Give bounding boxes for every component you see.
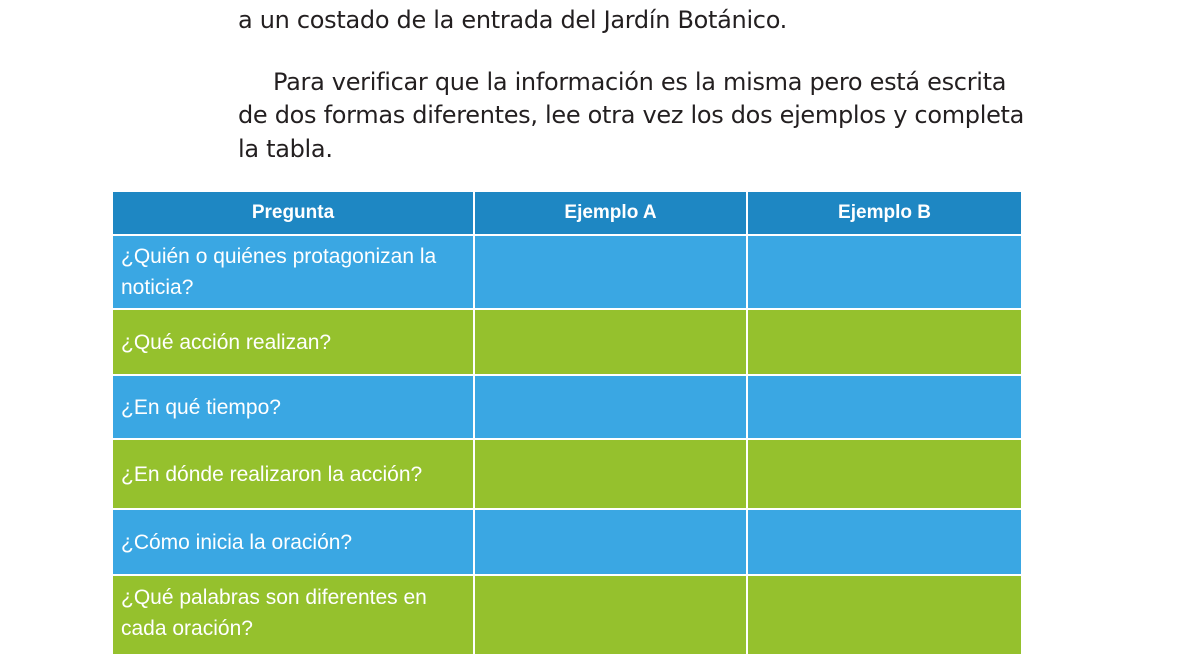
question-text: ¿En qué tiempo? [121,395,281,419]
answer-cell-ejemplo-a[interactable] [474,575,747,655]
paragraph-line: la tabla. [238,135,333,163]
answer-cell-ejemplo-a[interactable] [474,375,747,439]
table-row [113,235,1021,309]
question-text: ¿Qué acción realizan? [121,330,332,354]
question-cell [113,439,474,509]
column-header-ejemplo-b: Ejemplo B [747,192,1021,235]
answer-cell-ejemplo-b[interactable] [747,375,1021,439]
question-text: ¿Qué palabras son diferentes en cada oración? [121,586,427,640]
question-text: ¿En dónde realizaron la acción? [121,462,423,486]
question-cell [113,309,474,375]
question-table [113,192,1021,656]
answer-cell-ejemplo-a[interactable] [474,509,747,575]
paragraph-line: Para verificar que la información es la misma pero está escrita [273,68,1007,96]
table-row [113,375,1021,439]
answer-cell-ejemplo-b[interactable] [747,439,1021,509]
column-header-ejemplo-a: Ejemplo A [474,192,747,235]
question-cell [113,509,474,575]
question-cell [113,575,474,655]
paragraph-line: de dos formas diferentes, lee otra vez los dos ejemplos y completa [238,101,1025,129]
answer-cell-ejemplo-a[interactable] [474,309,747,375]
table-row [113,509,1021,575]
answer-cell-ejemplo-b[interactable] [747,575,1021,655]
answer-cell-ejemplo-b[interactable] [747,309,1021,375]
question-text: ¿Cómo inicia la oración? [121,530,353,554]
paragraph-line: a un costado de la entrada del Jardín Botánico. [238,6,787,34]
table-row [113,575,1021,655]
question-cell [113,235,474,309]
table-row [113,439,1021,509]
table-header-row [113,192,1021,235]
table-row [113,309,1021,375]
question-text: ¿Quién o quiénes protagonizan la noticia? [121,245,437,299]
question-cell [113,375,474,439]
answer-cell-ejemplo-a[interactable] [474,235,747,309]
answer-cell-ejemplo-a[interactable] [474,439,747,509]
answer-cell-ejemplo-b[interactable] [747,235,1021,309]
column-header-pregunta: Pregunta [113,192,474,235]
answer-cell-ejemplo-b[interactable] [747,509,1021,575]
